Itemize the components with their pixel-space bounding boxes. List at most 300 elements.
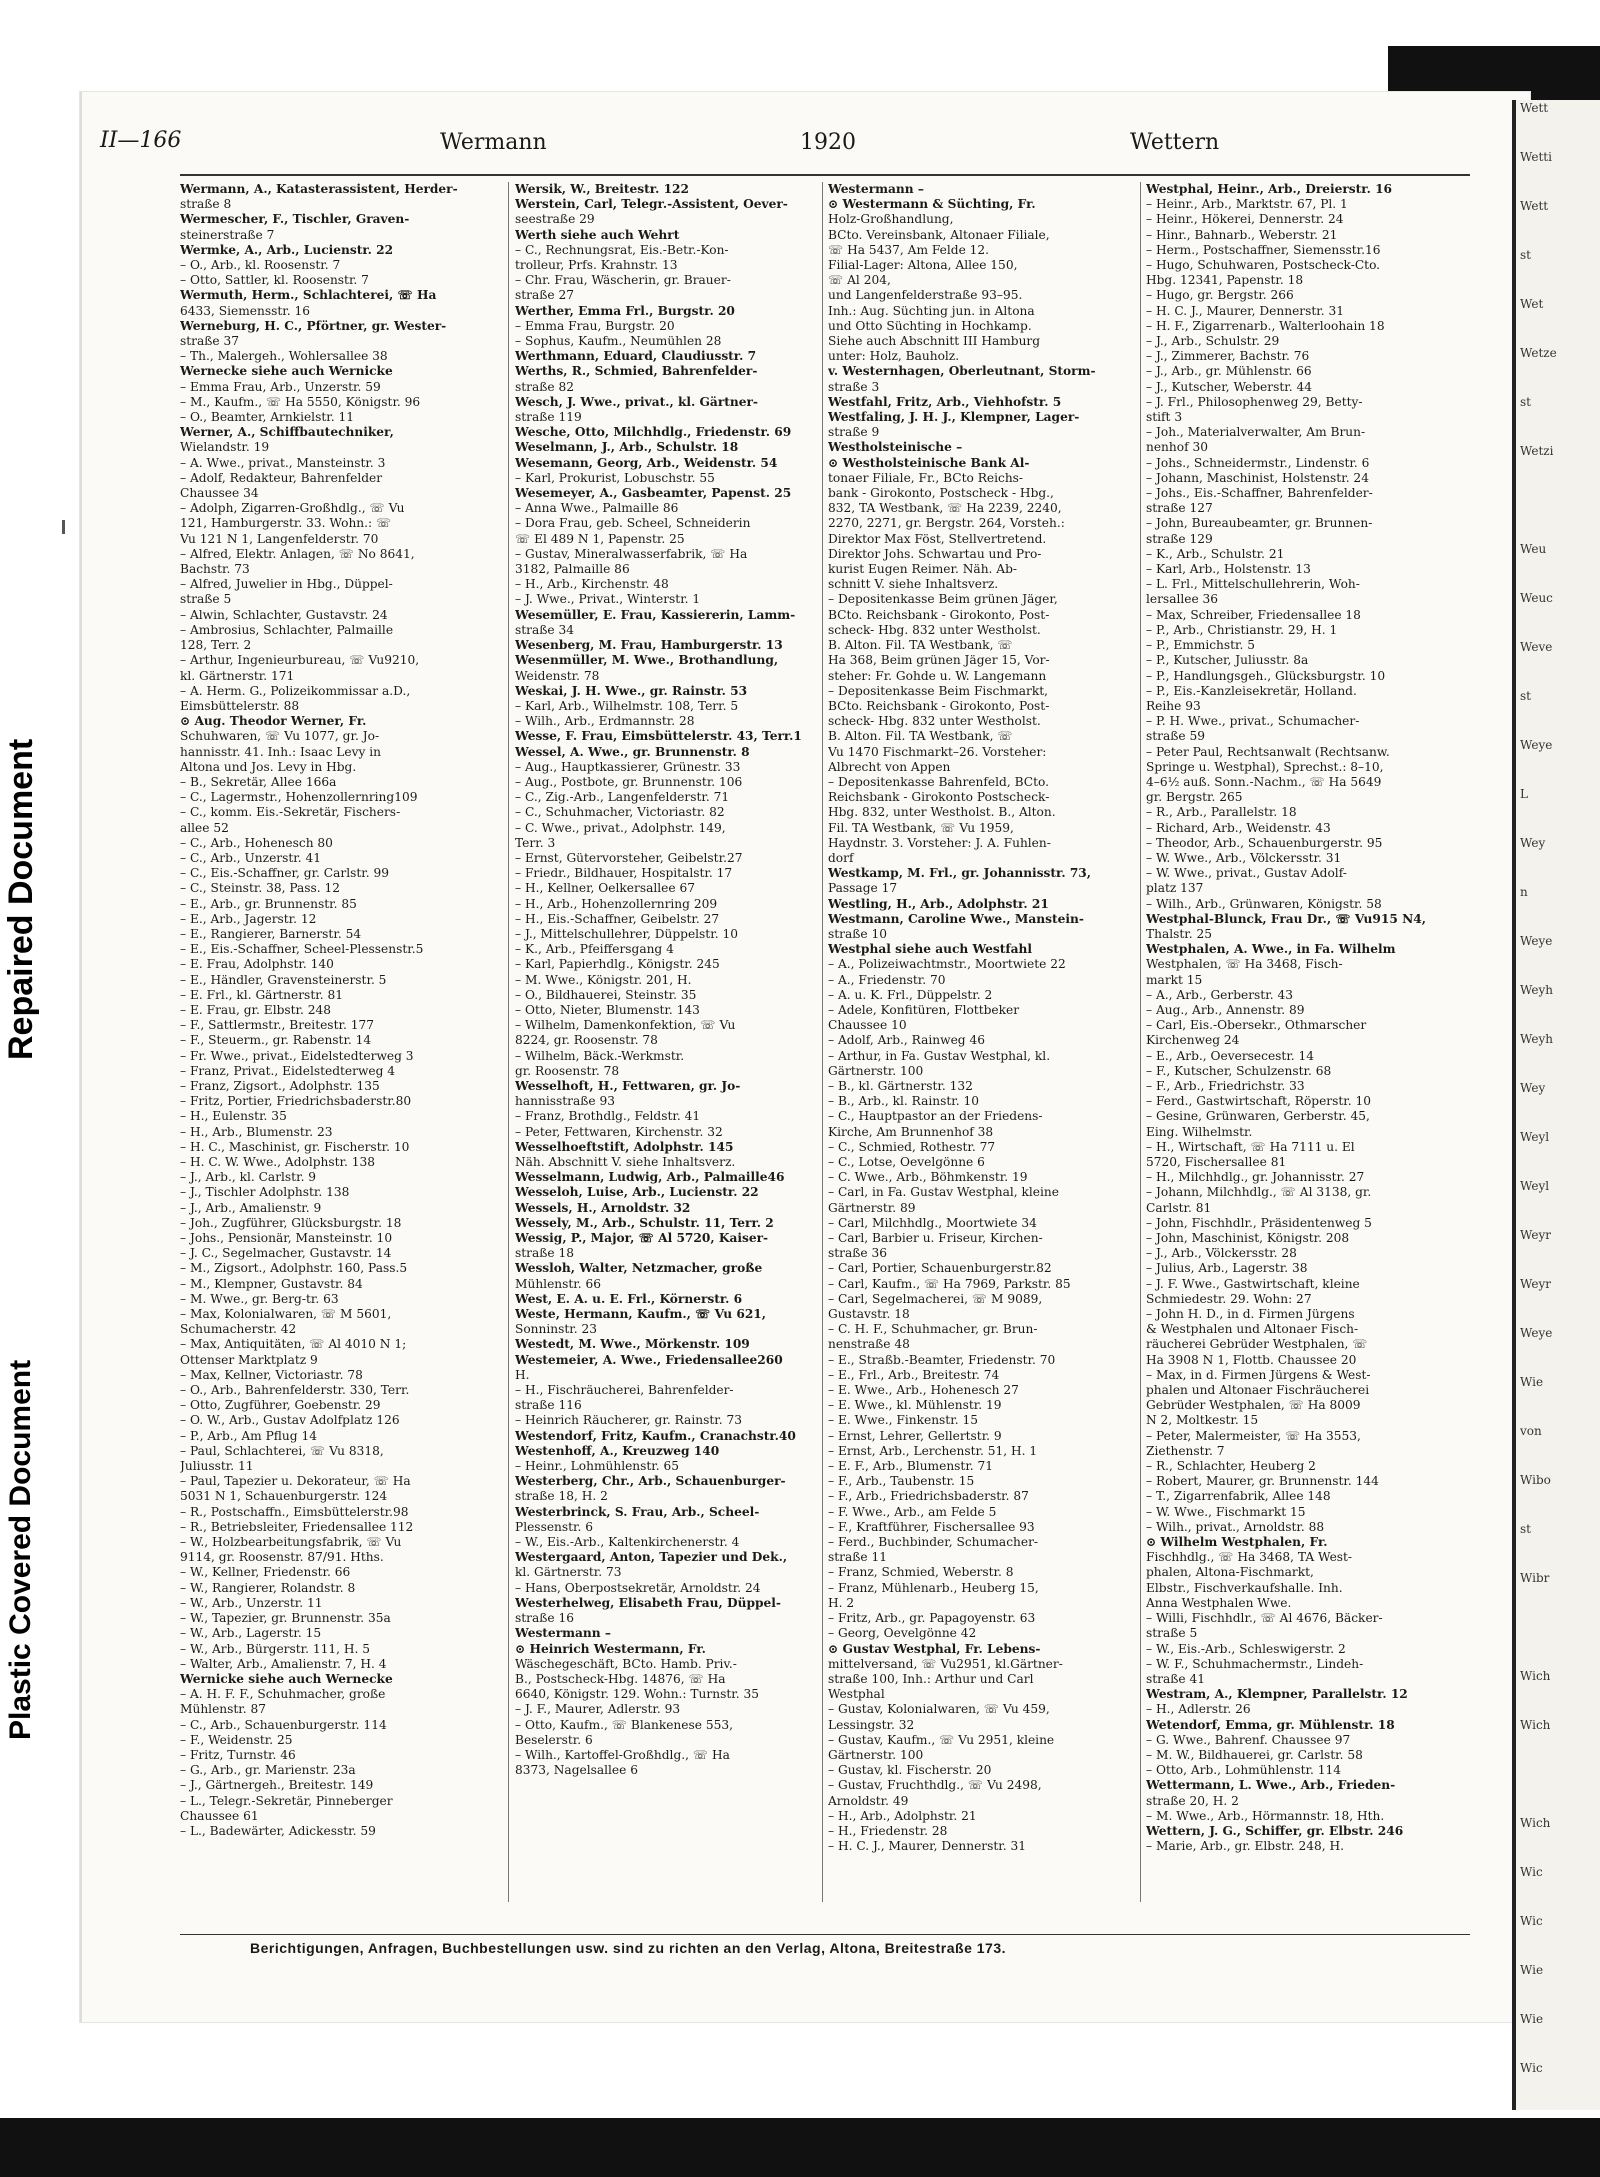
directory-entry-line: platz 137 [1146, 881, 1204, 896]
directory-entry-line: – C., Arb., Hohenesch 80 [180, 835, 333, 850]
directory-entry-line: straße 5 [180, 592, 232, 607]
directory-entry-line: – H., Kellner, Oelkersallee 67 [515, 881, 695, 896]
directory-entry-line: – W. Wwe., Arb., Völckersstr. 31 [1146, 850, 1342, 865]
header-first-name: Wermann [440, 130, 547, 155]
directory-entry-line: – Willi, Fischhdlr., ☏ Al 4676, Bäcker- [1146, 1611, 1383, 1626]
adjacent-page-fragment: Weve [1520, 640, 1553, 654]
directory-entry-line: Haydnstr. 3. Vorsteher: J. A. Fuhlen- [828, 835, 1051, 850]
directory-entry-line: Hbg. 12341, Papenstr. 18 [1146, 273, 1304, 288]
directory-entry-line: – F., Arb., Friedrichsbaderstr. 87 [828, 1489, 1029, 1504]
directory-entry-line: straße 116 [515, 1398, 582, 1413]
directory-entry-line: Chaussee 61 [180, 1808, 259, 1823]
directory-entry-line: H. [515, 1367, 530, 1382]
directory-entry-line: – Karl, Arb., Wilhelmstr. 108, Terr. 5 [515, 698, 739, 713]
directory-entry-line: – Peter, Fettwaren, Kirchenstr. 32 [515, 1124, 723, 1139]
directory-entry-line: Chaussee 34 [180, 486, 259, 501]
directory-entry-line: – J., Arb., Amalienstr. 9 [180, 1200, 322, 1215]
directory-entry-line: – F., Sattlermstr., Breitestr. 177 [180, 1018, 374, 1033]
directory-entry-line: & Westphalen und Altonaer Fisch- [1146, 1322, 1359, 1337]
scan-bottom-margin [0, 2118, 1600, 2177]
directory-entry-line: – O., Bildhauerei, Steinstr. 35 [515, 987, 697, 1002]
directory-entry-line: B. Alton. Fil. TA Westbank, ☏ [828, 638, 1013, 653]
directory-entry-line: Wernicke siehe auch Wernecke [180, 1671, 393, 1686]
directory-entry-line: – A., Polizeiwachtmstr., Moortwiete 22 [828, 957, 1066, 972]
directory-entry-line: – Joh., Materialverwalter, Am Brun- [1146, 425, 1366, 440]
adjacent-page-fragment: Weyh [1520, 983, 1553, 997]
directory-entry-line: straße 20, H. 2 [1146, 1793, 1239, 1808]
directory-entry-line: straße 18, H. 2 [515, 1489, 608, 1504]
directory-entry-line: B. Alton. Fil. TA Westbank, ☏ [828, 729, 1013, 744]
directory-entry-line: – Karl, Arb., Holstenstr. 13 [1146, 562, 1311, 577]
directory-entry-line: – C., Eis.-Schaffner, gr. Carlstr. 99 [180, 866, 390, 881]
directory-entry-line: Carlstr. 81 [1146, 1200, 1212, 1215]
directory-entry-line: – Emma Frau, Burgstr. 20 [515, 318, 675, 333]
directory-entry-line: – J. C., Segelmacher, Gustavstr. 14 [180, 1246, 392, 1261]
directory-entry-line: Werstein, Carl, Telegr.-Assistent, Oever- [515, 197, 788, 212]
directory-entry-line: – J. Frl., Philosophenweg 29, Betty- [1146, 394, 1363, 409]
directory-entry-line: – C., Rechnungsrat, Eis.-Betr.-Kon- [515, 242, 729, 257]
directory-entry-line: straße 27 [515, 288, 574, 303]
directory-entry-line: straße 119 [515, 410, 582, 425]
adjacent-page-fragment: Wie [1520, 1963, 1544, 1977]
directory-entry-line: – Gustav, kl. Fischerstr. 20 [828, 1763, 992, 1778]
directory-entry-line: – J., Arb., Schulstr. 29 [1146, 334, 1280, 349]
directory-entry-line: – P., Eis.-Kanzleisekretär, Holland. [1146, 683, 1357, 698]
directory-entry-line: – Paul, Schlachterei, ☏ Vu 8318, [180, 1443, 384, 1458]
directory-entry-line: kl. Gärtnerstr. 171 [180, 668, 295, 683]
scan-top-margin [0, 0, 1600, 46]
directory-entry-line: ☏ El 489 N 1, Papenstr. 25 [515, 531, 685, 546]
directory-entry-line: – Anna Wwe., Palmaille 86 [515, 501, 679, 516]
directory-entry-line: Gustavstr. 18 [828, 1307, 910, 1322]
adjacent-page-fragment: Wetze [1520, 346, 1557, 360]
directory-entry-line: Näh. Abschnitt V. siehe Inhaltsverz. [515, 1155, 736, 1169]
directory-entry-line: Wetendorf, Emma, gr. Mühlenstr. 18 [1146, 1717, 1395, 1732]
directory-entry-line: – Heinr., Hökerei, Dennerstr. 24 [1146, 212, 1344, 227]
directory-entry-line: – J., Kutscher, Weberstr. 44 [1146, 379, 1312, 394]
directory-entry-line: – Max, in d. Firmen Jürgens & West- [1146, 1367, 1371, 1382]
adjacent-page-fragment: Weyr [1520, 1277, 1551, 1291]
directory-entry-line: 3182, Palmaille 86 [515, 562, 630, 577]
directory-entry-line: B., Postscheck-Hbg. 14876, ☏ Ha [515, 1671, 726, 1686]
directory-entry-line: Albrecht von Appen [828, 759, 951, 774]
directory-entry-line: – Gustav, Kolonialwaren, ☏ Vu 459, [828, 1702, 1050, 1717]
directory-entry-line: – B., kl. Gärtnerstr. 132 [828, 1078, 973, 1093]
directory-entry-line: – W. F., Schuhmachermstr., Lindeh- [1146, 1656, 1364, 1671]
directory-entry-line: Westkamp, M. Frl., gr. Johannisstr. 73, [828, 866, 1092, 881]
directory-entry-line: Werther, Emma Frl., Burgstr. 20 [515, 303, 735, 318]
directory-entry-line: – C., Schmied, Rothestr. 77 [828, 1139, 996, 1154]
directory-entry-line: – Franz, Zigsort., Adolphstr. 135 [180, 1078, 380, 1093]
directory-entry-line: Wessloh, Walter, Netzmacher, große [515, 1261, 763, 1276]
directory-entry-line: – Franz, Brothdlg., Feldstr. 41 [515, 1109, 701, 1124]
directory-entry-line: – T., Zigarrenfabrik, Allee 148 [1146, 1489, 1331, 1504]
directory-entry-line: – C., Schuhmacher, Victoriastr. 82 [515, 805, 725, 820]
directory-entry-line: nenstraße 48 [828, 1337, 910, 1352]
adjacent-page-fragment: Wibo [1520, 1473, 1551, 1487]
directory-column-4 [1146, 182, 1460, 1854]
adjacent-page-fragment: Wey [1520, 1081, 1546, 1095]
directory-entry-line: Wesemeyer, A., Gasbeamter, Papenst. 25 [515, 486, 792, 501]
directory-entry-line: – W., Eis.-Arb., Schleswigerstr. 2 [1146, 1641, 1346, 1656]
directory-entry-line: Westfaling, J. H. J., Klempner, Lager- [828, 410, 1080, 425]
directory-entry-line: Weste, Hermann, Kaufm., ☏ Vu 621, [515, 1307, 767, 1322]
directory-entry-line: – H., Friedenstr. 28 [828, 1823, 948, 1838]
directory-entry-line: – Sophus, Kaufm., Neumühlen 28 [515, 334, 722, 349]
directory-entry-line: 121, Hamburgerstr. 33. Wohn.: ☏ [180, 516, 392, 531]
side-label-repaired: Repaired Document [2, 738, 40, 1060]
directory-entry-line: – W., Arb., Bürgerstr. 111, H. 5 [180, 1641, 371, 1656]
directory-entry-line: – C., Lotse, Oevelgönne 6 [828, 1155, 985, 1169]
directory-entry-line: steher: Fr. Gohde u. W. Langemann [828, 668, 1047, 683]
directory-entry-line: – F., Arb., Friedrichstr. 33 [1146, 1078, 1305, 1093]
directory-entry-line: 5720, Fischersallee 81 [1146, 1155, 1287, 1169]
directory-entry-line: Schumacherstr. 42 [180, 1322, 297, 1337]
directory-entry-line: – E. Frau, Adolphstr. 140 [180, 957, 334, 972]
directory-entry-line: Gebrüder Westphalen, ☏ Ha 8009 [1146, 1398, 1361, 1413]
directory-entry-line: – E., Frl., Arb., Breitestr. 74 [828, 1367, 1000, 1382]
directory-entry-line: – Alfred, Elektr. Anlagen, ☏ No 8641, [180, 546, 415, 561]
directory-entry-line: – Dora Frau, geb. Scheel, Schneiderin [515, 516, 751, 531]
directory-entry-line: H. 2 [828, 1595, 855, 1610]
directory-entry-line: Kirchenweg 24 [1146, 1033, 1240, 1048]
directory-entry-line: – E. Wwe., Arb., Hohenesch 27 [828, 1383, 1019, 1398]
directory-entry-line: – W., Kellner, Friedenstr. 66 [180, 1565, 351, 1580]
directory-entry-line: – F., Kutscher, Schulzenstr. 68 [1146, 1063, 1332, 1078]
directory-entry-line: Wermann, A., Katasterassistent, Herder- [180, 182, 458, 196]
directory-entry-line: – H., Arb., Hohenzollernring 209 [515, 896, 718, 911]
directory-entry-line: – Aug., Postbote, gr. Brunnenstr. 106 [515, 774, 743, 789]
directory-entry-line: – Heinr., Lohmühlenstr. 65 [515, 1459, 680, 1474]
directory-entry-line: – Max, Antiquitäten, ☏ Al 4010 N 1; [180, 1337, 407, 1352]
adjacent-page-fragment: st [1520, 1522, 1531, 1536]
directory-entry-line: scheck- Hbg. 832 unter Westholst. [828, 622, 1041, 637]
directory-entry-line: Wesemüller, E. Frau, Kassiererin, Lamm- [515, 607, 796, 622]
directory-entry-line: seestraße 29 [515, 212, 595, 227]
directory-entry-line: 9114, gr. Roosenstr. 87/91. Hths. [180, 1550, 384, 1565]
directory-entry-line: – Johann, Milchhdlg., ☏ Al 3138, gr. [1146, 1185, 1372, 1200]
directory-entry-line: – G. Wwe., Bahrenf. Chaussee 97 [1146, 1732, 1351, 1747]
directory-entry-line: Ha 368, Beim grünen Jäger 15, Vor- [828, 653, 1050, 668]
directory-entry-line: – Gustav, Mineralwasserfabrik, ☏ Ha [515, 546, 748, 561]
directory-entry-line: – Paul, Tapezier u. Dekorateur, ☏ Ha [180, 1474, 411, 1489]
directory-entry-line: – Johann, Maschinist, Holstenstr. 24 [1146, 470, 1369, 485]
column-divider [508, 182, 509, 1902]
adjacent-page-fragment: Weyr [1520, 1228, 1551, 1242]
adjacent-page-fragment: Wett [1520, 101, 1549, 115]
directory-entry-line: straße 5 [1146, 1626, 1198, 1641]
directory-entry-line: – H., Arb., Blumenstr. 23 [180, 1124, 333, 1139]
directory-entry-line: – Fritz, Portier, Friedrichsbaderstr.80 [180, 1094, 412, 1109]
directory-entry-line: N 2, Moltkestr. 15 [1146, 1413, 1259, 1428]
directory-entry-line: – R., Postschaffn., Eimsbüttelerstr.98 [180, 1504, 409, 1519]
directory-entry-line: – Gustav, Fruchthdlg., ☏ Vu 2498, [828, 1778, 1042, 1793]
directory-entry-line: ⊙ Wilhelm Westphalen, Fr. [1146, 1535, 1328, 1550]
directory-entry-line: – P., Handlungsgeh., Glücksburgstr. 10 [1146, 668, 1386, 683]
directory-entry-line: – Walter, Arb., Amalienstr. 7, H. 4 [180, 1656, 387, 1671]
directory-entry-line: Holz-Großhandlung, [828, 212, 954, 227]
directory-entry-line: – A., Friedenstr. 70 [828, 972, 946, 987]
directory-entry-line: – E., Arb., Jagerstr. 12 [180, 911, 317, 926]
directory-entry-line: – W., Arb., Lagerstr. 15 [180, 1626, 322, 1641]
directory-entry-line: mittelversand, ☏ Vu2951, kl.Gärtner- [828, 1656, 1063, 1671]
directory-entry-line: Passage 17 [828, 881, 898, 896]
directory-entry-line: – Ernst, Arb., Lerchenstr. 51, H. 1 [828, 1443, 1038, 1458]
directory-entry-line: – E. Frau, gr. Elbstr. 248 [180, 1002, 332, 1017]
directory-entry-line: Westenhoff, A., Kreuzweg 140 [515, 1443, 720, 1458]
header-last-name: Wettern [1130, 130, 1220, 155]
directory-entry-line: – E., Händler, Gravensteinerstr. 5 [180, 972, 387, 987]
directory-entry-line: – C., Arb., Unzerstr. 41 [180, 850, 322, 865]
directory-entry-line: – E., Arb., gr. Brunnenstr. 85 [180, 896, 357, 911]
directory-entry-line: stift 3 [1146, 410, 1183, 425]
directory-entry-line: – O., Beamter, Arnkielstr. 11 [180, 410, 354, 425]
directory-entry-line: Wielandstr. 19 [180, 440, 270, 455]
directory-entry-line: – Carl, Barbier u. Friseur, Kirchen- [828, 1231, 1043, 1246]
directory-entry-line: Weskai, J. H. Wwe., gr. Rainstr. 53 [515, 683, 748, 698]
directory-entry-line: – H., Eulenstr. 35 [180, 1109, 287, 1124]
directory-entry-line: Schuhwaren, ☏ Vu 1077, gr. Jo- [180, 729, 380, 744]
directory-entry-line: straße 3 [828, 379, 880, 394]
header-rule [180, 174, 1470, 176]
directory-entry-line: unter: Holz, Bauholz. [828, 349, 960, 364]
directory-entry-line: – Carl, Eis.-Obersekr., Othmarscher [1146, 1018, 1367, 1033]
directory-entry-line: – Emma Frau, Arb., Unzerstr. 59 [180, 379, 381, 394]
directory-entry-line: Wesselmann, Ludwig, Arb., Palmaille46 [515, 1170, 785, 1185]
directory-entry-line: trolleur, Prfs. Krahnstr. 13 [515, 258, 678, 273]
directory-entry-line: scheck- Hbg. 832 unter Westholst. [828, 714, 1041, 729]
directory-entry-line: straße 59 [1146, 729, 1205, 744]
directory-entry-line: 128, Terr. 2 [180, 638, 252, 653]
directory-entry-line: – M. Wwe., Arb., Hörmannstr. 18, Hth. [1146, 1808, 1385, 1823]
directory-entry-line: – Fr. Wwe., privat., Eidelstedterweg 3 [180, 1048, 414, 1063]
directory-entry-line: Westram, A., Klempner, Parallelstr. 12 [1146, 1687, 1408, 1702]
directory-entry-line: Wäschegeschäft, BCto. Hamb. Priv.- [515, 1656, 737, 1671]
directory-entry-line: Gärtnerstr. 100 [828, 1747, 924, 1762]
directory-entry-line: – W., Rangierer, Rolandstr. 8 [180, 1580, 356, 1595]
directory-entry-line: 832, TA Westbank, ☏ Ha 2239, 2240, [828, 501, 1062, 516]
directory-entry-line: – W., Eis.-Arb., Kaltenkirchenerstr. 4 [515, 1535, 740, 1550]
directory-entry-line: – C., Zig.-Arb., Langenfelderstr. 71 [515, 790, 730, 805]
directory-entry-line: – Aug., Hauptkassierer, Grünestr. 33 [515, 759, 741, 774]
adjacent-page-fragment: Wett [1520, 199, 1549, 213]
directory-entry-line: – H., Milchhdlg., gr. Johannisstr. 27 [1146, 1170, 1365, 1185]
directory-entry-line: – L., Telegr.-Sekretär, Pinneberger [180, 1793, 393, 1808]
directory-entry-line: Wesenberg, M. Frau, Hamburgerstr. 13 [515, 638, 783, 653]
directory-entry-line: – E., Eis.-Schaffner, Scheel-Plessenstr.5 [180, 942, 424, 957]
directory-entry-line: – W. Wwe., privat., Gustav Adolf- [1146, 866, 1347, 881]
directory-entry-line: ⊙ Heinrich Westermann, Fr. [515, 1641, 706, 1656]
directory-entry-line: – C., komm. Eis.-Sekretär, Fischers- [180, 805, 401, 820]
directory-entry-line: Wesseloh, Luise, Arb., Lucienstr. 22 [515, 1185, 759, 1200]
directory-entry-line: – Carl, Segelmacherei, ☏ M 9089, [828, 1291, 1043, 1306]
side-label-plastic: Plastic Covered Document [4, 1359, 37, 1740]
adjacent-page-fragment: Wetti [1520, 150, 1552, 164]
directory-entry-line: straße 11 [828, 1550, 887, 1565]
directory-entry-line: – Wilhelm, Damenkonfektion, ☏ Vu [515, 1018, 736, 1033]
directory-entry-line: – John H. D., in d. Firmen Jürgens [1146, 1307, 1355, 1322]
directory-entry-line: – E. Frl., kl. Gärtnerstr. 81 [180, 987, 343, 1002]
directory-entry-line: – Wilhelm, Bäck.-Werkmstr. [515, 1048, 685, 1063]
directory-entry-line: – Hugo, gr. Bergstr. 266 [1146, 288, 1294, 303]
directory-entry-line: Elbstr., Fischverkaufshalle. Inh. [1146, 1580, 1343, 1595]
directory-entry-line: Fischhdlg., ☏ Ha 3468, TA West- [1146, 1550, 1353, 1565]
adjacent-page-fragment: Weye [1520, 1326, 1553, 1340]
directory-entry-line: straße 36 [828, 1246, 887, 1261]
directory-entry-line: schnitt V. siehe Inhaltsverz. [828, 577, 999, 592]
directory-entry-line: – F., Kraftführer, Fischersallee 93 [828, 1519, 1035, 1534]
adjacent-page-fragment: st [1520, 689, 1531, 703]
directory-entry-line: – H. C. J., Maurer, Dennerstr. 31 [828, 1839, 1027, 1854]
directory-entry-line: Westfahl, Fritz, Arb., Viehhofstr. 5 [828, 394, 1062, 409]
directory-entry-line: – Franz, Schmied, Weberstr. 8 [828, 1565, 1014, 1580]
directory-entry-line: Wermescher, F., Tischler, Graven- [180, 212, 410, 227]
directory-entry-line: Fil. TA Westbank, ☏ Vu 1959, [828, 820, 1014, 835]
directory-entry-line: ⊙ Westholsteinische Bank Al- [828, 455, 1030, 470]
directory-entry-line: – C. Wwe., privat., Adolphstr. 149, [515, 820, 726, 835]
directory-entry-line: Wesselhoeftstift, Adolphstr. 145 [515, 1139, 734, 1154]
directory-entry-line: – B., Sekretär, Allee 166a [180, 774, 337, 789]
directory-entry-line: ⊙ Gustav Westphal, Fr. Lebens- [828, 1641, 1041, 1656]
directory-entry-line: ⊙ Aug. Theodor Werner, Fr. [180, 714, 367, 729]
adjacent-page-fragment: n [1520, 885, 1528, 899]
directory-entry-line: Westermann – [515, 1626, 611, 1641]
directory-entry-line: – P., Emmichstr. 5 [1146, 638, 1256, 653]
directory-entry-line: – Otto, Nieter, Blumenstr. 143 [515, 1002, 700, 1017]
directory-entry-line: 5031 N 1, Schauenburgerstr. 124 [180, 1489, 388, 1504]
directory-entry-line: – Adolph, Zigarren-Großhdlg., ☏ Vu [180, 501, 405, 516]
directory-entry-line: Eing. Wilhelmstr. [1146, 1124, 1253, 1139]
directory-entry-line: – Ferd., Buchbinder, Schumacher- [828, 1535, 1039, 1550]
directory-entry-line: straße 100, Inh.: Arthur und Carl [828, 1671, 1034, 1686]
directory-entry-line: – W., Tapezier, gr. Brunnenstr. 35a [180, 1611, 391, 1626]
directory-entry-line: Westphal-Blunck, Frau Dr., ☏ Vu915 N4, [1146, 911, 1426, 926]
directory-entry-line: 6433, Siemensstr. 16 [180, 303, 310, 318]
directory-entry-line: – J. F., Maurer, Adlerstr. 93 [515, 1702, 681, 1717]
adjacent-page-fragment: Wie [1520, 2012, 1544, 2026]
directory-entry-line: – F., Arb., Taubenstr. 15 [828, 1474, 975, 1489]
directory-entry-line: Weidenstr. 78 [515, 668, 600, 683]
directory-entry-line: hannisstraße 93 [515, 1094, 615, 1109]
directory-entry-line: – Depositenkasse Beim grünen Jäger, [828, 592, 1058, 607]
directory-entry-line: 8224, gr. Roosenstr. 78 [515, 1033, 658, 1048]
directory-entry-line: Springe u. Westphal), Sprechst.: 8–10, [1146, 759, 1384, 774]
directory-entry-line: Vu 121 N 1, Langenfelderstr. 70 [180, 531, 379, 546]
directory-entry-line: lersallee 36 [1146, 592, 1219, 607]
directory-entry-line: – A. Herm. G., Polizeikommissar a.D., [180, 683, 411, 698]
directory-entry-line: – M., Zigsort., Adolphstr. 160, Pass.5 [180, 1261, 408, 1276]
directory-entry-line: – Fritz, Turnstr. 46 [180, 1747, 296, 1762]
directory-entry-line: – Chr. Frau, Wäscherin, gr. Brauer- [515, 273, 731, 288]
directory-entry-line: – Friedr., Bildhauer, Hospitalstr. 17 [515, 866, 733, 881]
directory-entry-line: – E., Arb., Oeversecestr. 14 [1146, 1048, 1315, 1063]
directory-entry-line: – C. H. F., Schuhmacher, gr. Brun- [828, 1322, 1038, 1337]
directory-entry-line: Reichsbank - Girokonto Postscheck- [828, 790, 1050, 805]
directory-entry-line: markt 15 [1146, 972, 1203, 987]
directory-entry-line: Gärtnerstr. 89 [828, 1200, 916, 1215]
directory-entry-line: – Johs., Eis.-Schaffner, Bahrenfelder- [1146, 486, 1373, 501]
directory-entry-line: kurist Eugen Reimer. Näh. Ab- [828, 562, 1018, 577]
directory-entry-line: Westemeier, A. Wwe., Friedensallee260 [515, 1352, 783, 1367]
directory-entry-line: Chaussee 10 [828, 1018, 907, 1033]
directory-entry-line: – John, Maschinist, Königstr. 208 [1146, 1231, 1350, 1246]
adjacent-page-fragment: Wibr [1520, 1571, 1550, 1585]
directory-entry-line: – Peter, Malermeister, ☏ Ha 3553, [1146, 1428, 1361, 1443]
directory-entry-line: – E., Straßb.-Beamter, Friedenstr. 70 [828, 1352, 1056, 1367]
directory-entry-line: – John, Fischhdlr., Präsidentenweg 5 [1146, 1215, 1372, 1230]
directory-entry-line: – Hugo, Schuhwaren, Postscheck-Cto. [1146, 258, 1381, 273]
directory-entry-line: – Max, Schreiber, Friedensallee 18 [1146, 607, 1361, 622]
directory-entry-line: – Herm., Postschaffner, Siemensstr.16 [1146, 242, 1381, 257]
directory-entry-line: und Otto Süchting in Hochkamp. [828, 318, 1032, 333]
directory-entry-line: – P., Arb., Am Pflug 14 [180, 1428, 317, 1443]
directory-entry-line: – H. C., Maschinist, gr. Fischerstr. 10 [180, 1139, 410, 1154]
directory-entry-line: – C., Hauptpastor an der Friedens- [828, 1109, 1043, 1124]
directory-entry-line: Westling, H., Arb., Adolphstr. 21 [828, 896, 1049, 911]
adjacent-page-strip [1512, 100, 1600, 2110]
adjacent-page-fragment: Wic [1520, 1865, 1543, 1879]
directory-entry-line: – J., Arb., gr. Mühlenstr. 66 [1146, 364, 1312, 379]
directory-entry-line: – Carl, Milchhdlg., Moortwiete 34 [828, 1215, 1037, 1230]
adjacent-page-fragment: Weyh [1520, 1032, 1553, 1046]
directory-entry-line: – P. H. Wwe., privat., Schumacher- [1146, 714, 1360, 729]
directory-entry-line: Wessels, H., Arnoldstr. 32 [515, 1200, 691, 1215]
directory-entry-line: – A. Wwe., privat., Mansteinstr. 3 [180, 455, 386, 470]
directory-entry-line: straße 10 [828, 926, 887, 941]
directory-entry-line: – Ernst, Gütervorsteher, Geibelstr.27 [515, 850, 743, 865]
directory-entry-line: – Karl, Prokurist, Lobuschstr. 55 [515, 470, 715, 485]
directory-entry-line: Westholsteinische – [828, 440, 963, 455]
directory-entry-line: Wessig, P., Major, ☏ Al 5720, Kaiser- [515, 1231, 769, 1246]
directory-entry-line: Werner, A., Schiffbautechniker, [180, 425, 394, 440]
directory-entry-line: – Aug., Arb., Annenstr. 89 [1146, 1002, 1305, 1017]
directory-entry-line: Wermuth, Herm., Schlachterei, ☏ Ha [180, 288, 437, 303]
directory-entry-line: – Peter Paul, Rechtsanwalt (Rechtsanw. [1146, 744, 1390, 759]
directory-entry-line: Lessingstr. 32 [828, 1717, 915, 1732]
directory-entry-line: Westphalen, ☏ Ha 3468, Fisch- [1146, 957, 1343, 972]
directory-entry-line: – H., Fischräucherei, Bahrenfelder- [515, 1383, 734, 1398]
directory-entry-line: – E. F., Arb., Blumenstr. 71 [828, 1459, 994, 1474]
directory-entry-line: – R., Betriebsleiter, Friedensallee 112 [180, 1519, 414, 1534]
directory-entry-line: – E. Wwe., kl. Mühlenstr. 19 [828, 1398, 1002, 1413]
directory-entry-line: – R., Arb., Parallelstr. 18 [1146, 805, 1297, 820]
directory-entry-line: Wettermann, L. Wwe., Arb., Frieden- [1146, 1778, 1396, 1793]
directory-entry-line: v. Westernhagen, Oberleutnant, Storm- [828, 364, 1096, 379]
directory-entry-line: Werths, R., Schmied, Bahrenfelder- [515, 364, 758, 379]
directory-entry-line: – Arthur, in Fa. Gustav Westphal, kl. [828, 1048, 1051, 1063]
directory-entry-line: – R., Schlachter, Heuberg 2 [1146, 1459, 1316, 1474]
directory-entry-line: – K., Arb., Schulstr. 21 [1146, 546, 1285, 561]
directory-entry-line: Sonninstr. 23 [515, 1322, 598, 1337]
directory-entry-line: Wesch, J. Wwe., privat., kl. Gärtner- [515, 394, 758, 409]
adjacent-page-fragment [1516, 492, 1600, 508]
directory-entry-line: Westendorf, Fritz, Kaufm., Cranachstr.40 [515, 1428, 796, 1443]
directory-entry-line: – L., Badewärter, Adickesstr. 59 [180, 1823, 376, 1838]
directory-column-3 [828, 182, 1142, 1854]
directory-entry-line: räucherei Gebrüder Westphalen, ☏ [1146, 1337, 1368, 1352]
directory-entry-line: Wessel, A. Wwe., gr. Brunnenstr. 8 [515, 744, 750, 759]
directory-entry-line: – Ferd., Gastwirtschaft, Röperstr. 10 [1146, 1094, 1372, 1109]
directory-entry-line: – Adele, Konfitüren, Flottbeker [828, 1002, 1020, 1017]
directory-entry-line: Werth siehe auch Wehrt [515, 227, 680, 242]
directory-entry-line: Wermke, A., Arb., Lucienstr. 22 [180, 242, 394, 257]
directory-entry-line: Westerbrinck, S. Frau, Arb., Scheel- [515, 1504, 760, 1519]
directory-entry-line: Ottenser Marktplatz 9 [180, 1352, 318, 1367]
directory-entry-line: straße 9 [828, 425, 880, 440]
directory-entry-line: – J., Gärtnergeh., Breitestr. 149 [180, 1778, 374, 1793]
directory-entry-line: gr. Bergstr. 265 [1146, 790, 1243, 805]
directory-entry-line: Westermann – [828, 182, 924, 196]
